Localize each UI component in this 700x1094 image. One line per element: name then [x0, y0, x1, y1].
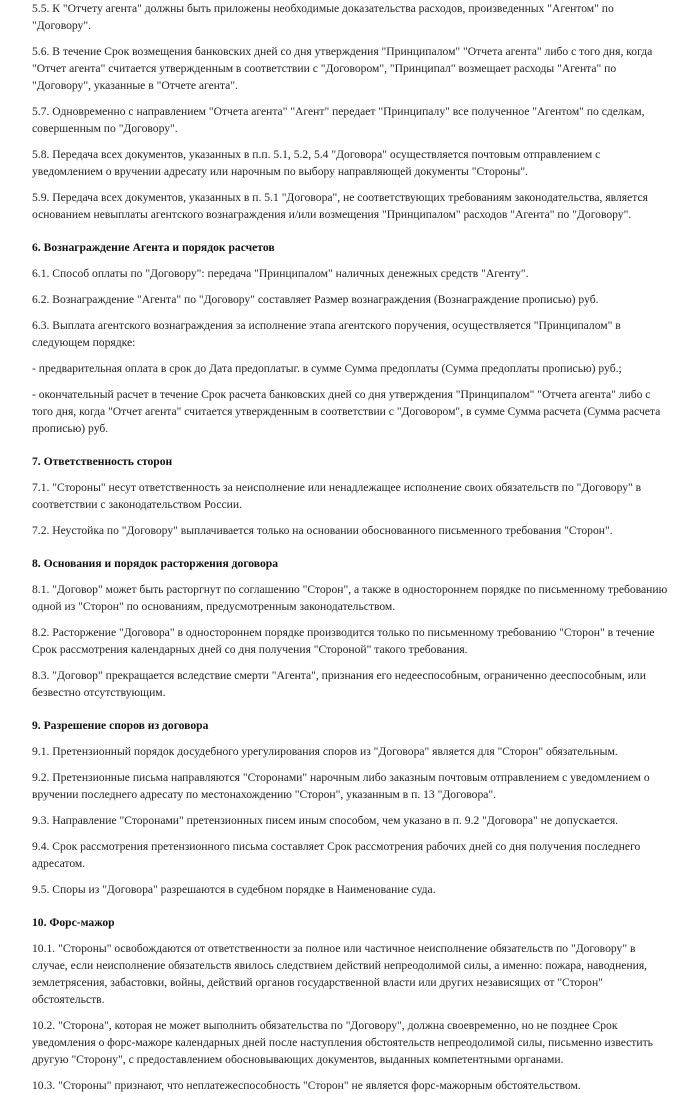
section-7 [32, 453, 672, 539]
clause-10-1: 10.1. "Стороны" освобождаются от ответственности за полное или частичное неисполнение обязательств по "Договору" в случае, если неисполнение обязательств явилось следствием действий непреодолимой силы, а именно: пожара, наводнения, землетрясения, забастовки, войны, действий органов государственной власти или других независящих от "Сторон" обстоятельств. [32, 942, 648, 1006]
clause-6-3-prepayment: - предварительная оплата в срок до Дата предоплатыг. в сумме Сумма предоплаты (Сумма предоплаты прописью) руб.; [32, 362, 622, 375]
section-10 [32, 914, 672, 1094]
section-8 [32, 555, 672, 701]
clause-6-3: 6.3. Выплата агентского вознаграждения за исполнение этапа агентского поручения, осуществляется "Принципалом" в следующем порядке: [32, 319, 621, 349]
clause-5-6: 5.6. В течение Срок возмещения банковских дней со дня утверждения "Принципалом" "Отчета агента" либо с того дня, когда "Отчет агента" считается утвержденным в соответствии с "Договором", "Принципал" возмещает расходы "Агента" по "Договору", указанные в "Отчете агента". [32, 45, 653, 92]
clause-6-2: 6.2. Вознаграждение "Агента" по "Договору" составляет Размер вознаграждения (Вознаграждение прописью) руб. [32, 293, 599, 306]
section-heading: 7. Ответственность сторон [32, 455, 173, 468]
clause-9-3: 9.3. Направление "Сторонами" претензионных писем иным способом, чем указано в п. 9.2 "Договора" не допускается. [32, 814, 619, 827]
clause-10-2: 10.2. "Сторона", которая не может выполнить обязательства по "Договору", должна своевременно, но не позднее Срок уведомления о форс-мажоре календарных дней после наступления обстоятельств непреодолимой силы, письменно известить другую "Сторону", с предоставлением обосновывающих документов, выданных компетентными органами. [32, 1019, 653, 1066]
section-6 [32, 239, 672, 437]
clause-9-4: 9.4. Срок рассмотрения претензионного письма составляет Срок рассмотрения рабочих дней со дня получения последнего адресатом. [32, 840, 641, 870]
clause-8-2: 8.2. Расторжение "Договора" в одностороннем порядке производится только по письменному требованию "Сторон" в течение Срок рассмотрения календарных дней со дня получения "Стороной" такого требования. [32, 626, 655, 656]
clause-8-1: 8.1. "Договор" может быть расторгнут по соглашению "Сторон", а также в одностороннем порядке по письменному требованию одной из "Сторон" по основаниям, предусмотренным законодательством. [32, 583, 668, 613]
clause-9-2: 9.2. Претензионные письма направляются "Сторонами" нарочным либо заказным почтовым отправлением с уведомлением о вручении последнего адресату по местонахождению "Сторон", указанным в п. 13 "Договора". [32, 771, 650, 801]
section-heading: 10. Форс-мажор [32, 916, 115, 929]
clause-7-2: 7.2. Неустойка по "Договору" выплачивается только на основании обоснованного письменного требования "Сторон". [32, 524, 613, 537]
clause-6-1: 6.1. Способ оплаты по "Договору": передача "Принципалом" наличных денежных средств "Агенту". [32, 267, 529, 280]
clause-9-1: 9.1. Претензионный порядок досудебного урегулирования споров из "Договора" является для "Сторон" обязательным. [32, 745, 618, 758]
clause-5-9: 5.9. Передача всех документов, указанных в п. 5.1 "Договора", не соответствующих требованиям законодательства, является основанием невыплаты агентского вознаграждения и/или возмещения "Принципалом" расходов "Агента" по "Договору". [32, 191, 648, 221]
section-9 [32, 717, 672, 898]
section-heading: 8. Основания и порядок расторжения договора [32, 557, 279, 570]
clause-6-3-final-payment: - окончательный расчет в течение Срок расчета банковских дней со дня утверждения "Принципалом" "Отчета агента" либо с того дня, когда "Отчет агента" считается утвержденным в соответствии с "Договором", в сумме Сумма расчета (Сумма расчета прописью) руб. [32, 388, 661, 435]
clause-5-8: 5.8. Передача всех документов, указанных в п.п. 5.1, 5.2, 5.4 "Договора" осуществляется почтовым отправлением с уведомлением о вручении адресату или нарочным по выбору направляющей документы "Стороны". [32, 148, 601, 178]
section-heading: 9. Разрешение споров из договора [32, 719, 209, 732]
clause-10-3: 10.3. "Стороны" признают, что неплатежеспособность "Сторон" не является форс-мажорным обстоятельством. [32, 1079, 581, 1092]
section-heading: 6. Вознаграждение Агента и порядок расчетов [32, 241, 275, 254]
section-5-continued [32, 0, 672, 223]
clause-7-1: 7.1. "Стороны" несут ответственность за неисполнение или ненадлежащее исполнение своих обязательств по "Договору" в соответствии с законодательством России. [32, 481, 642, 511]
clause-5-5: 5.5. К "Отчету агента" должны быть приложены необходимые доказательства расходов, произведенных "Агентом" по "Договору". [32, 2, 614, 32]
clause-9-5: 9.5. Споры из "Договора" разрешаются в судебном порядке в Наименование суда. [32, 883, 436, 896]
clause-8-3: 8.3. "Договор" прекращается вследствие смерти "Агента", признания его недееспособным, ограниченно дееспособным, или безвестно отсутствующим. [32, 669, 646, 699]
clause-5-7: 5.7. Одновременно с направлением "Отчета агента" "Агент" передает "Принципалу" все полученное "Агентом" по сделкам, совершенным по "Договору". [32, 105, 645, 135]
